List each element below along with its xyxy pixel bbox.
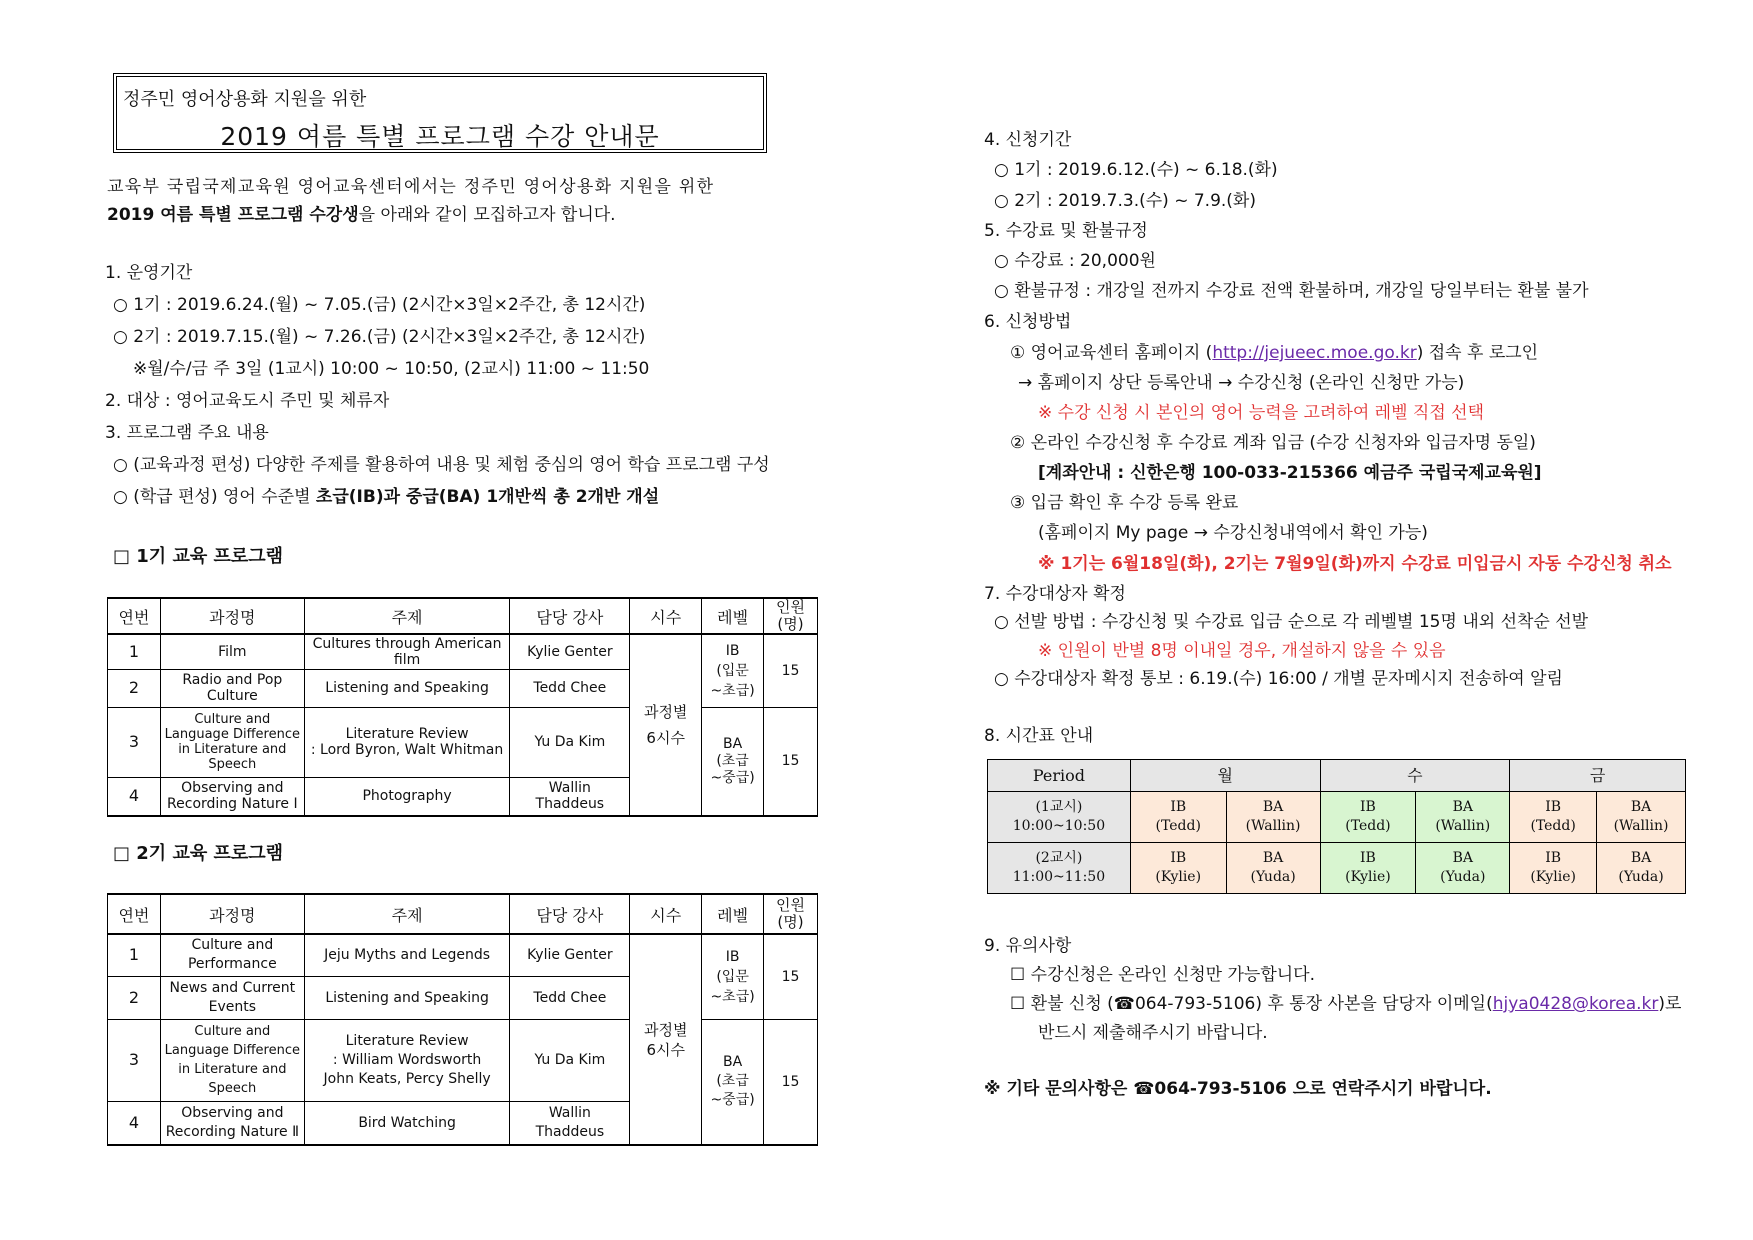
payment-deadline-note: ※ 1기는 6월18일(화), 2기는 7월9일(화)까지 수강료 미입금시 자동 수강신청 취소 [1038, 554, 1672, 574]
row-number: 2 [108, 669, 161, 707]
timetable-cell: IB (Kylie) [1320, 843, 1416, 894]
section-3-heading: 3. 프로그램 주요 내용 [105, 423, 269, 443]
course-name: Culture and Performance [160, 934, 304, 976]
level: BA (초급 ~중급) [702, 707, 764, 816]
section-3-item-text: ○ (학급 편성) 영어 수준별 [113, 487, 316, 507]
topic: Literature Review : Lord Byron, Walt Whitman [304, 707, 510, 777]
table-row [108, 934, 818, 976]
timetable-cell: IB (Tedd) [1510, 792, 1597, 843]
section-4-item: ○ 1기 : 2019.6.12.(수) ~ 6.18.(화) [994, 160, 1278, 180]
section-3-item-highlight: 초급(IB)과 중급(BA) 1개반씩 총 2개반 개설 [315, 487, 660, 507]
row-number: 3 [108, 707, 161, 777]
row-number: 4 [108, 1101, 161, 1145]
title-subtitle: 정주민 영어상용화 지원을 위한 [123, 89, 367, 110]
level: IB (입문 ~초급) [702, 634, 764, 707]
section-6-heading: 6. 신청방법 [984, 312, 1072, 332]
headcount: 15 [764, 634, 818, 707]
teacher: Kylie Genter [510, 934, 630, 976]
timetable-cell: BA (Yuda) [1597, 843, 1686, 894]
section-6-step-1b: → 홈페이지 상단 등록안내 → 수강신청 (온라인 신청만 가능) [1018, 373, 1465, 393]
col-header: 주제 [304, 894, 510, 934]
topic: Listening and Speaking [304, 669, 510, 707]
hours: 과정별 6시수 [630, 634, 702, 816]
row-number: 1 [108, 634, 161, 669]
timetable-cell: BA (Wallin) [1416, 792, 1510, 843]
course-name: Film [160, 634, 304, 669]
timetable-header: Period [988, 760, 1131, 792]
section-7-heading: 7. 수강대상자 확정 [984, 584, 1126, 604]
level: IB (입문 ~초급) [702, 934, 764, 1019]
section-7-note: ※ 인원이 반별 8명 이내일 경우, 개설하지 않을 수 있음 [1038, 641, 1446, 661]
timetable-cell: BA (Wallin) [1597, 792, 1686, 843]
teacher: Kylie Genter [510, 634, 630, 669]
section-9-item [1010, 993, 1681, 1015]
table-row [108, 1019, 818, 1101]
section-9-item-cont: 반드시 제출해주시기 바랍니다. [1038, 1023, 1268, 1043]
course-name: Radio and Pop Culture [160, 669, 304, 707]
bank-account: [계좌안내 : 신한은행 100-033-215366 예금주 국립국제교육원] [1038, 463, 1542, 483]
topic: Bird Watching [304, 1101, 510, 1145]
section-9-heading: 9. 유의사항 [984, 936, 1072, 956]
course-name: Observing and Recording Nature Ⅰ [160, 777, 304, 816]
topic: Jeju Myths and Legends [304, 934, 510, 976]
topic: Cultures through American film [304, 634, 510, 669]
section-1-item: ○ 1기 : 2019.6.24.(월) ~ 7.05.(금) (2시간×3일×2주간, 총 12시간) [113, 295, 646, 315]
page-title: 2019 여름 특별 프로그램 수강 안내문 [220, 122, 660, 151]
col-header: 레벨 [702, 598, 764, 634]
section-6-step-2: ② 온라인 수강신청 후 수강료 계좌 입금 (수강 신청자와 입금자명 동일) [1010, 433, 1536, 453]
timetable-cell: IB (Kylie) [1510, 843, 1597, 894]
col-header: 과정명 [160, 598, 304, 634]
section-1-note: ※월/수/금 주 3일 (1교시) 10:00 ~ 10:50, (2교시) 11:00 ~ 11:50 [133, 359, 650, 379]
program-2-table [107, 893, 818, 1146]
section-1-heading: 1. 운영기간 [105, 263, 193, 283]
timetable-cell: BA (Yuda) [1226, 843, 1320, 894]
timetable-row [988, 843, 1686, 894]
section-3-item [113, 486, 659, 508]
course-name: Observing and Recording Nature Ⅱ [160, 1101, 304, 1145]
col-header: 주제 [304, 598, 510, 634]
section-1-item: ○ 2기 : 2019.7.15.(월) ~ 7.26.(금) (2시간×3일×2주간, 총 12시간) [113, 327, 646, 347]
refund-text: ☐ 환불 신청 (☎064-793-5106) 후 통장 사본을 담당자 이메일( [1010, 994, 1493, 1014]
hours: 과정별 6시수 [630, 934, 702, 1145]
teacher: Tedd Chee [510, 669, 630, 707]
intro-line-1: 교육부 국립국제교육원 영어교육센터에서는 정주민 영어상용화 지원을 위한 [107, 177, 715, 197]
teacher: Wallin Thaddeus [510, 1101, 630, 1145]
table-row [108, 634, 818, 669]
headcount: 15 [764, 707, 818, 816]
headcount: 15 [764, 1019, 818, 1145]
row-number: 4 [108, 777, 161, 816]
teacher: Yu Da Kim [510, 707, 630, 777]
timetable-cell: IB (Tedd) [1130, 792, 1226, 843]
section-4-heading: 4. 신청기간 [984, 130, 1072, 150]
section-7-item: ○ 수강대상자 확정 통보 : 6.19.(수) 16:00 / 개별 문자메시지 전송하여 알림 [994, 669, 1563, 689]
col-header: 인원 (명) [764, 894, 818, 934]
timetable-header: 수 [1320, 760, 1510, 792]
teacher: Tedd Chee [510, 976, 630, 1019]
section-2-heading: 2. 대상 : 영어교육도시 주민 및 체류자 [105, 391, 390, 411]
section-5-item: ○ 환불규정 : 개강일 전까지 수강료 전액 환불하며, 개강일 당일부터는 환불 불가 [994, 281, 1589, 301]
section-5-heading: 5. 수강료 및 환불규정 [984, 221, 1148, 241]
timetable-header: 월 [1130, 760, 1320, 792]
topic: Listening and Speaking [304, 976, 510, 1019]
section-7-item: ○ 선발 방법 : 수강신청 및 수강료 입금 순으로 각 레벨별 15명 내외 선착순 선발 [994, 612, 1589, 632]
col-header: 담당 강사 [510, 894, 630, 934]
program-1-table [107, 597, 818, 817]
table-row [108, 707, 818, 777]
timetable-cell: IB (Tedd) [1320, 792, 1416, 843]
section-4-item: ○ 2기 : 2019.7.3.(수) ~ 7.9.(화) [994, 191, 1256, 211]
headcount: 15 [764, 934, 818, 1019]
contact-footer: ※ 기타 문의사항은 ☎064-793-5106 으로 연락주시기 바랍니다. [984, 1079, 1492, 1099]
section-3-item: ○ (교육과정 편성) 다양한 주제를 활용하여 내용 및 체험 중심의 영어 학습 프로그램 구성 [113, 455, 770, 475]
timetable-cell: BA (Yuda) [1416, 843, 1510, 894]
section-6-note: ※ 수강 신청 시 본인의 영어 능력을 고려하여 레벨 직접 선택 [1038, 403, 1484, 423]
period-cell: (2교시) 11:00~11:50 [988, 843, 1131, 894]
col-header: 시수 [630, 894, 702, 934]
section-6-step-1 [1010, 342, 1538, 364]
step-1-text-end: ) 접속 후 로그인 [1416, 343, 1539, 363]
homepage-link[interactable]: http://jejueec.moe.go.kr [1212, 343, 1417, 363]
program-1-heading: □ 1기 교육 프로그램 [113, 546, 284, 567]
title-box [113, 73, 767, 153]
col-header: 연번 [108, 598, 161, 634]
section-5-item: ○ 수강료 : 20,000원 [994, 251, 1156, 271]
email-link[interactable]: hjya0428@korea.kr [1492, 994, 1659, 1014]
col-header: 연번 [108, 894, 161, 934]
col-header: 시수 [630, 598, 702, 634]
topic: Photography [304, 777, 510, 816]
col-header: 담당 강사 [510, 598, 630, 634]
course-name: News and Current Events [160, 976, 304, 1019]
section-6-step-3: ③ 입금 확인 후 수강 등록 완료 [1010, 493, 1239, 513]
row-number: 3 [108, 1019, 161, 1101]
row-number: 2 [108, 976, 161, 1019]
section-8-heading: 8. 시간표 안내 [984, 726, 1094, 746]
section-6-step-3b: (홈페이지 My page → 수강신청내역에서 확인 가능) [1038, 523, 1428, 543]
timetable [987, 759, 1686, 894]
col-header: 레벨 [702, 894, 764, 934]
teacher: Wallin Thaddeus [510, 777, 630, 816]
intro-highlight: 2019 여름 특별 프로그램 수강생 [107, 205, 359, 225]
level: BA (초급 ~중급) [702, 1019, 764, 1145]
timetable-header: 금 [1510, 760, 1686, 792]
timetable-cell: IB (Kylie) [1130, 843, 1226, 894]
period-cell: (1교시) 10:00~10:50 [988, 792, 1131, 843]
step-1-text: ① 영어교육센터 홈페이지 ( [1010, 343, 1213, 363]
section-9-item: ☐ 수강신청은 온라인 신청만 가능합니다. [1010, 965, 1316, 985]
col-header: 과정명 [160, 894, 304, 934]
program-2-heading: □ 2기 교육 프로그램 [113, 843, 284, 864]
teacher: Yu Da Kim [510, 1019, 630, 1101]
row-number: 1 [108, 934, 161, 976]
timetable-row [988, 792, 1686, 843]
course-name: Culture and Language Difference in Literature and Speech [160, 707, 304, 777]
refund-text-end: )로 [1658, 994, 1682, 1014]
col-header: 인원 (명) [764, 598, 818, 634]
intro-rest: 을 아래와 같이 모집하고자 합니다. [358, 205, 616, 225]
intro-line-2 [107, 204, 616, 226]
topic: Literature Review : William Wordsworth John Keats, Percy Shelly [304, 1019, 510, 1101]
course-name: Culture and Language Difference in Literature and Speech [160, 1019, 304, 1101]
timetable-cell: BA (Wallin) [1226, 792, 1320, 843]
